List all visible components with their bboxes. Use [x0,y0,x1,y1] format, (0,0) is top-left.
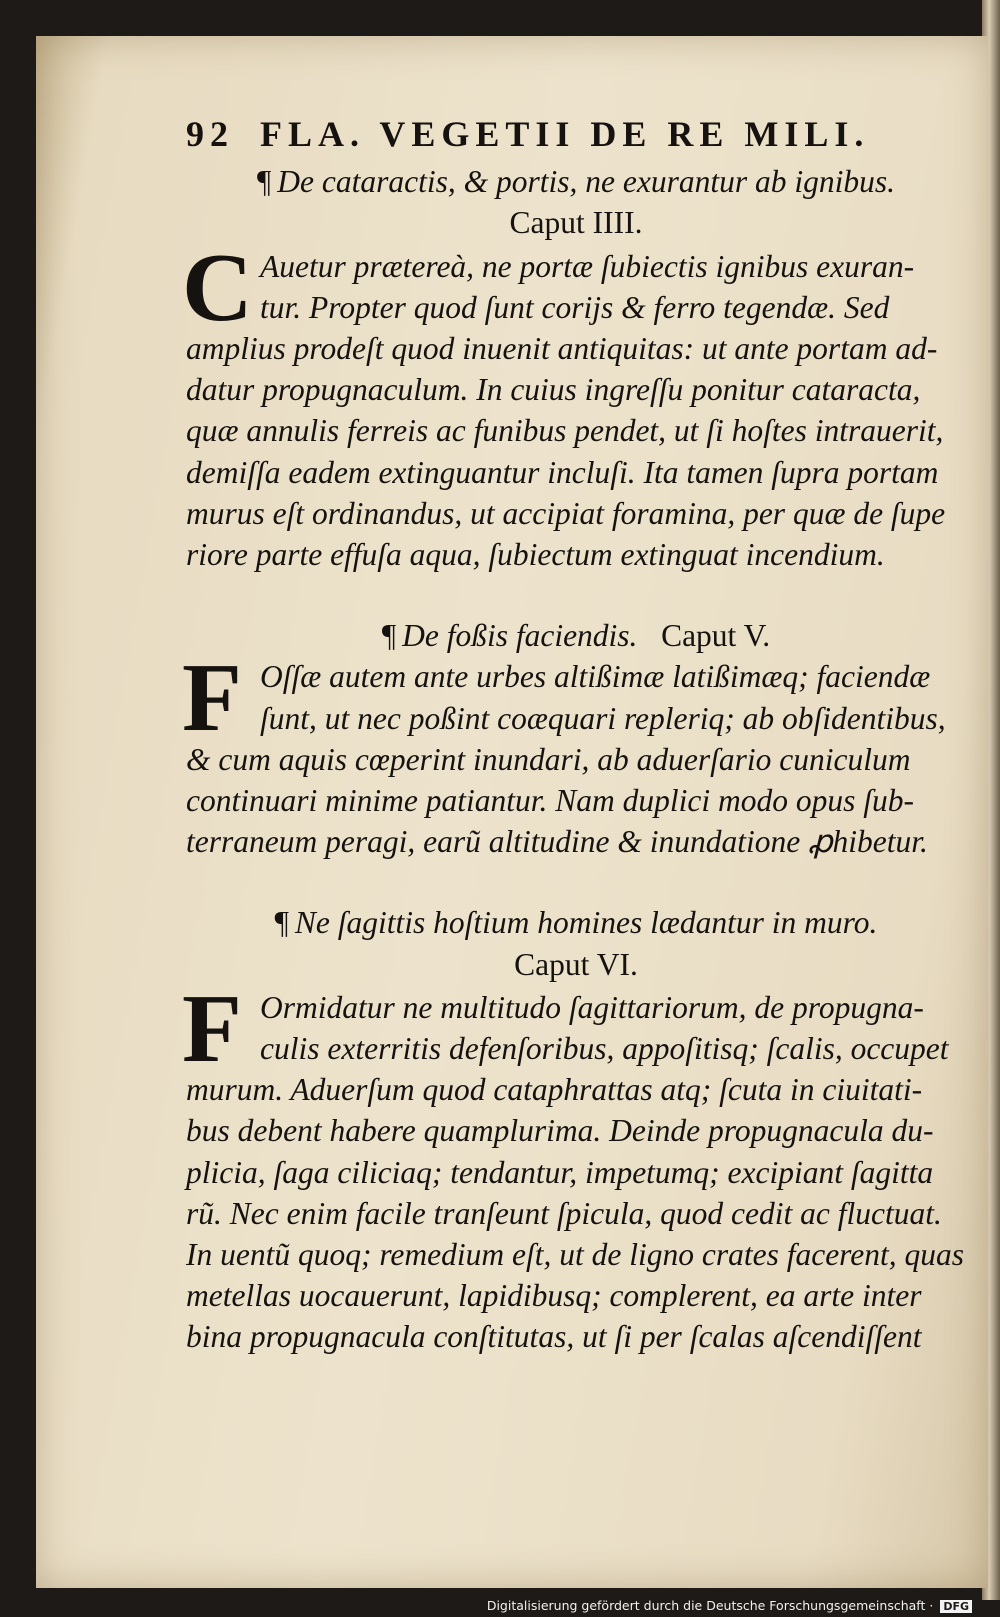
text-line: riore parte effuſa aqua, ſubiectum extinguat incendium. [186,537,885,573]
chapter-4-paragraph [182,233,966,576]
text-line: Auetur prætereà, ne portæ ſubiectis ignibus exuran- [260,248,915,284]
book-page [36,36,988,1588]
text-line: demiſſa eadem extinguantur incluſi. Ita tamen ſupra portam [186,454,939,490]
text-line: continuari minime patiantur. Nam duplici modo opus ſub- [186,783,914,819]
drop-cap: F [182,974,242,1083]
text-line: quæ annulis ferreis ac funibus pendet, ut ſi hoſtes intrauerit, [186,413,944,449]
pilcrow-icon: ¶ [381,618,397,654]
chapter-5-caput: Caput V. [661,618,771,654]
text-line: bus debent habere quamplurima. Deinde propugnacula du- [186,1113,934,1149]
section-gap [186,575,966,615]
page-number: 92 [186,114,234,154]
text-block [182,114,966,1358]
text-line: culis exterritis defenſoribus, appoſitisq; ſcalis, occupet [260,1031,949,1067]
chapter-4-caput: Caput IIII. [509,205,643,241]
text-line: metellas uocauerunt, lapidibusq; complerent, ea arte inter [186,1278,922,1314]
text-line: rũ. Nec enim facile tranſeunt ſpicula, quod cedit ac fluctuat. [186,1195,942,1231]
digitization-credit: Digitalisierung gefördert durch die Deutsche Forschungsgemeinschaft · DFG [487,1598,972,1613]
text-line: Oſſæ autem ante urbes altißimæ latißimæq; faciendæ [260,659,931,695]
text-line: tur. Propter quod ſunt corijs & ferro tegendæ. Sed [260,289,890,325]
pilcrow-icon: ¶ [274,905,289,941]
text-line: amplius prodeſt quod inuenit antiquitas: ut ante portam ad- [186,331,938,367]
text-line: In uentũ quoq; remedium eſt, ut de ligno crates facerent, quas [186,1237,965,1273]
text-line: & cum aquis cœperint inundari, ab aduerſario cuniculum [186,741,911,777]
chapter-6-paragraph [182,974,966,1358]
pilcrow-icon: ¶ [257,164,272,200]
text-line: murum. Aduerſum quod cataphrattas atq; ſcuta in ciuitati- [186,1072,923,1108]
credit-text: Digitalisierung gefördert durch die Deutsche Forschungsgemeinschaft [486,1598,926,1613]
dfg-logo: DFG [940,1600,972,1613]
chapter-6-caput: Caput VI. [514,946,638,982]
drop-cap: C [182,233,253,342]
chapter-6-title: ¶ Ne ſagittis hoſtium homines lædantur in muro. [274,905,878,941]
drop-cap: F [182,644,242,753]
text-line: bina propugnacula conſtitutas, ut ſi per ſcalas aſcendiſſent [186,1319,922,1355]
text-line: plicia, ſaga ciliciaq; tendantur, impetumq; excipiant ſagitta [186,1154,934,1190]
text-line: datur propugnaculum. In cuius ingreſſu ponitur cataracta, [186,372,921,408]
section-gap [186,862,966,902]
text-line: terraneum peragi, earũ altitudine & inundatione ꝓhibetur. [186,824,928,860]
chapter-5-title: ¶ De foßis faciendis. Caput V. [381,618,771,654]
chapter-5-paragraph [182,644,966,862]
text-line: ſunt, ut nec poßint coæquari repleriq; ab obſidentibus, [260,700,946,736]
chapter-4-title: ¶ De cataractis, & portis, ne exurantur ab ignibus. [257,164,895,200]
text-line: murus eſt ordinandus, ut accipiat foramina, per quæ de ſupe [186,495,946,531]
text-line: Ormidatur ne multitudo ſagittariorum, de propugna- [260,989,924,1025]
running-title: FLA. VEGETII DE RE MILI. [260,114,870,154]
running-head [186,114,966,155]
